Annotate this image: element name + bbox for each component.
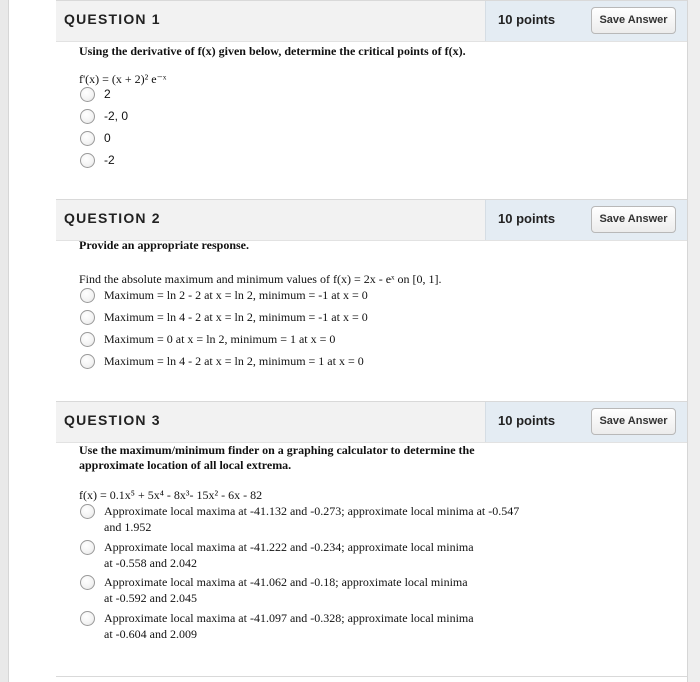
- question-1-option-3[interactable]: [80, 130, 111, 146]
- option-label: [104, 610, 474, 642]
- question-3-points-box: [485, 402, 687, 442]
- radio-button[interactable]: [80, 310, 95, 325]
- question-1-formula: f'(x) = (x + 2)² e⁻ˣ: [79, 72, 167, 86]
- question-2-option-4[interactable]: [80, 353, 364, 369]
- option-label: [104, 503, 519, 535]
- question-3-option-2[interactable]: [80, 539, 474, 571]
- question-3-option-1[interactable]: [80, 503, 519, 535]
- radio-button[interactable]: [80, 540, 95, 555]
- option-label-line-2: at -0.604 and 2.009: [104, 627, 197, 641]
- option-label-line-2: at -0.592 and 2.045: [104, 591, 197, 605]
- radio-button[interactable]: [80, 153, 95, 168]
- option-label: Maximum = ln 4 - 2 at x = ln 2, minimum = -1 at x = 0: [104, 310, 368, 324]
- question-1-option-2[interactable]: [80, 108, 128, 124]
- question-3-points: 10 points: [498, 413, 556, 428]
- option-label-line-1: Approximate local maxima at -41.062 and -0.18; approximate local minima: [104, 575, 468, 589]
- question-3-header: [56, 401, 687, 443]
- question-1-points: 10 points: [498, 12, 556, 27]
- option-label: -2: [104, 153, 115, 167]
- right-frame-border: [687, 0, 700, 682]
- radio-button[interactable]: [80, 332, 95, 347]
- option-label-line-1: Approximate local maxima at -41.097 and -0.328; approximate local minima: [104, 611, 474, 625]
- question-3-prompt-line-1: Use the maximum/minimum finder on a graphing calculator to determine the: [79, 443, 475, 457]
- option-label-line-1: Approximate local maxima at -41.132 and -0.273; approximate local minima at -0.547: [104, 504, 520, 518]
- question-2-title: QUESTION 2: [64, 210, 161, 226]
- option-label: Maximum = ln 4 - 2 at x = ln 2, minimum = 1 at x = 0: [104, 354, 364, 368]
- option-label: [104, 539, 474, 571]
- radio-button[interactable]: [80, 504, 95, 519]
- option-label: 0: [104, 131, 111, 145]
- option-label: [104, 574, 468, 606]
- question-1-save-answer-button[interactable]: Save Answer: [591, 7, 676, 34]
- option-label: 2: [104, 87, 111, 101]
- question-2-text: Find the absolute maximum and minimum values of f(x) = 2x - eˣ on [0, 1].: [79, 272, 442, 286]
- question-1-title: QUESTION 1: [64, 11, 161, 27]
- radio-button[interactable]: [80, 87, 95, 102]
- option-label-line-1: Approximate local maxima at -41.222 and -0.234; approximate local minima: [104, 540, 474, 554]
- question-3-prompt-line-2: approximate location of all local extrema.: [79, 458, 292, 472]
- radio-button[interactable]: [80, 611, 95, 626]
- option-label: -2, 0: [104, 109, 129, 123]
- question-2-points: 10 points: [498, 211, 556, 226]
- option-label: Maximum = 0 at x = ln 2, minimum = 1 at x = 0: [104, 332, 336, 346]
- question-2-header: [56, 199, 687, 241]
- question-3-option-3[interactable]: [80, 574, 468, 606]
- radio-button[interactable]: [80, 288, 95, 303]
- question-2-option-1[interactable]: [80, 287, 368, 303]
- left-frame-border: [0, 0, 9, 682]
- question-2-prompt: Provide an appropriate response.: [79, 238, 250, 252]
- radio-button[interactable]: [80, 131, 95, 146]
- question-1-prompt: Using the derivative of f(x) given below, determine the critical points of f(x).: [79, 44, 466, 58]
- option-label: Maximum = ln 2 - 2 at x = ln 2, minimum = -1 at x = 0: [104, 288, 368, 302]
- question-3-save-answer-button[interactable]: Save Answer: [591, 408, 676, 435]
- radio-button[interactable]: [80, 354, 95, 369]
- question-1-option-4[interactable]: [80, 152, 115, 168]
- question-2-points-box: [485, 200, 687, 240]
- option-label-line-2: at -0.558 and 2.042: [104, 556, 197, 570]
- radio-button[interactable]: [80, 575, 95, 590]
- question-3-title: QUESTION 3: [64, 412, 161, 428]
- question-2-option-3[interactable]: [80, 331, 335, 347]
- question-2-option-2[interactable]: [80, 309, 368, 325]
- question-3-option-4[interactable]: [80, 610, 474, 642]
- question-1-points-box: [485, 1, 687, 41]
- question-2-save-answer-button[interactable]: Save Answer: [591, 206, 676, 233]
- question-3-formula: f(x) = 0.1x⁵ + 5x⁴ - 8x³- 15x² - 6x - 82: [79, 488, 263, 502]
- option-label-line-2: and 1.952: [104, 520, 152, 534]
- bottom-divider: [56, 676, 687, 677]
- question-1-option-1[interactable]: [80, 86, 111, 102]
- question-1-header: [56, 0, 687, 42]
- radio-button[interactable]: [80, 109, 95, 124]
